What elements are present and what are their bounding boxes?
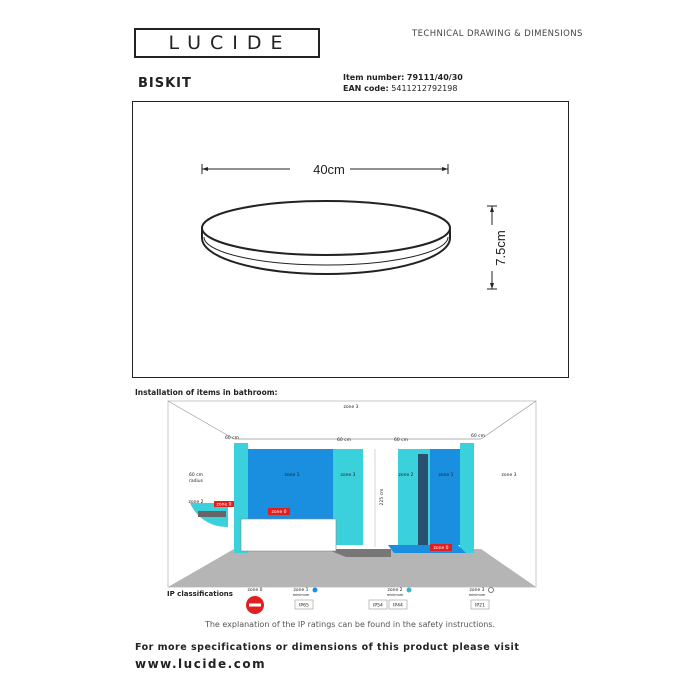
zone2-right-wall: [460, 443, 474, 553]
radius-60-label: 60 cm: [188, 473, 204, 478]
zone2-color-dot: [407, 588, 412, 593]
height-225-label: 225 cm: [380, 488, 385, 506]
no-entry-icon: [246, 596, 264, 614]
radius-word: radius: [189, 479, 203, 484]
ip65-label: IP65: [299, 603, 309, 609]
ip-zone1-minimum: minimum: [292, 593, 310, 597]
zone1-shower: [430, 449, 460, 545]
ip54-label: IP54: [373, 603, 383, 609]
zone3-top-label: zone 3: [343, 405, 359, 410]
dim-60-left: 60 cm: [224, 436, 240, 441]
zone2-label-mid: zone 2: [398, 473, 414, 478]
more-info-text: For more specifications or dimensions of this product please visit: [135, 642, 520, 653]
zone0-badge-shower: zone 0: [433, 546, 449, 551]
zone2-label-basin: zone 2: [188, 500, 204, 505]
zone3-label-right: zone 3: [501, 473, 517, 478]
ip-legend: [235, 584, 535, 616]
ip21-label: IP21: [475, 603, 485, 609]
ip-zone2-label: zone 2: [387, 588, 403, 593]
product-name: BISKIT: [138, 76, 192, 91]
ip-zone1-label: zone 1: [293, 588, 309, 593]
zone2-bath-right: [333, 449, 363, 545]
item-number-label: Item number:: [343, 73, 405, 82]
bathroom-diagram: [166, 399, 538, 589]
zone1-label-shower: zone 1: [438, 473, 454, 478]
ip-zone2-minimum: minimum: [386, 593, 404, 597]
width-dimension-label: 40cm: [313, 162, 345, 177]
item-number: [343, 73, 463, 82]
ip-zone0-label: zone 0: [247, 588, 263, 593]
zone1-color-dot: [313, 588, 318, 593]
height-dimension-label: 7.5cm: [493, 230, 508, 266]
lucide-logo: LUCIDE: [134, 28, 320, 58]
website-link[interactable]: www.lucide.com: [135, 657, 267, 671]
ean-code: [343, 84, 457, 93]
dim-60-mid-right: 60 cm: [393, 438, 409, 443]
ean-code-value: 5411212792198: [391, 84, 458, 93]
zone0-badge-basin: zone 0: [216, 502, 232, 508]
bathroom-section-title: Installation of items in bathroom:: [135, 388, 278, 397]
item-number-value: 79111/40/30: [406, 73, 463, 82]
zone3-label-mid-left: zone 3: [340, 473, 356, 478]
ceiling-lamp-shape: [202, 201, 450, 274]
dim-60-mid-left: 60 cm: [336, 438, 352, 443]
lamp-drawing: [132, 101, 569, 378]
zone0-badge-bath: zone 0: [271, 510, 287, 515]
ip44-label: IP44: [393, 603, 403, 609]
dim-60-right: 60 cm: [470, 434, 486, 439]
ip-zone3-minimum: minimum: [468, 593, 486, 597]
zone3-color-dot: [489, 588, 494, 593]
ean-code-label: EAN code:: [343, 84, 389, 93]
ip-classifications-title: IP classifications: [167, 590, 233, 598]
document-title: TECHNICAL DRAWING & DIMENSIONS: [412, 29, 583, 39]
zone1-label-bath: zone 1: [284, 473, 300, 478]
ip-zone3-label: zone 3: [469, 588, 485, 593]
safety-note: The explanation of the IP ratings can be found in the safety instructions.: [204, 620, 496, 629]
